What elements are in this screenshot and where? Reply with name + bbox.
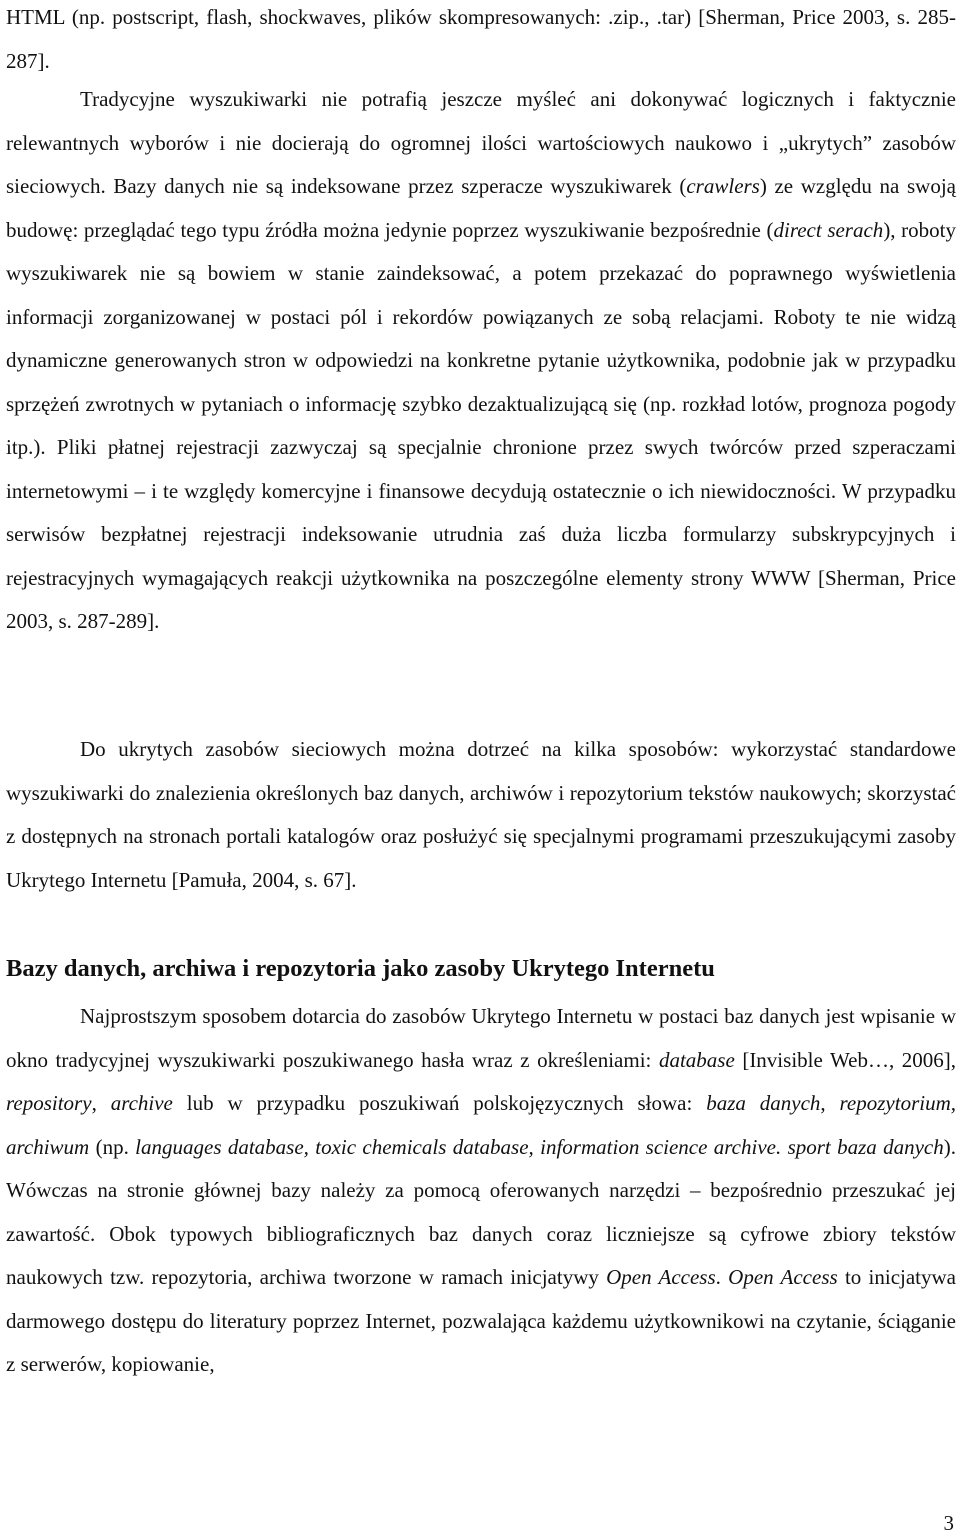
paragraph xyxy=(6,78,956,644)
page-number: 3 xyxy=(943,1511,954,1535)
text-run: , xyxy=(820,1091,840,1115)
paragraph xyxy=(6,728,956,902)
text-run: [Invisible Web…, 2006], xyxy=(734,1047,956,1072)
italic-text: baza danych xyxy=(706,1091,821,1115)
italic-text: crawlers xyxy=(686,174,760,198)
text-run: to inicjatywa darmowego dostępu do literatury poprzez Internet, pozwalająca każdemu użytkownikowi na czytanie, ściąganie z serwerów, kopiowanie, xyxy=(6,1265,957,1376)
text-run: Tradycyjne wyszukiwarki nie potrafią jeszcze myśleć ani dokonywać logicznych i faktycznie relewantnych wyborów i nie docierają do ogromnej ilości wartościowych naukowo i „ukrytych” zasobów sieciowych. Bazy danych nie są indeksowane przez szperacze wyszukiwarek ( xyxy=(6,87,956,198)
text-run: Najprostszym sposobem dotarcia do zasobów Ukrytego Internetu w postaci baz danych jest wpisanie w okno tradycyjnej wyszukiwarki poszukiwanego hasła wraz z określeniami: xyxy=(6,1004,956,1072)
text-run: , xyxy=(91,1091,111,1115)
text-run: HTML (np. postscript, flash, shockwaves, plików skompresowanych: .zip., .tar) [Sherman, Price 2003, s. 285-287]. xyxy=(6,5,956,73)
text-run: . xyxy=(715,1265,729,1289)
text-run: ). Wówczas na stronie głównej bazy należy za pomocą oferowanych narzędzi – bezpośrednio przeszukać jej zawartość. Obok typowych bibliograficznych baz danych coraz liczniejsze są cyfrowe zbiory tekstów naukowych tzw. repozytoria, archiwa tworzone w ramach inicjatywy xyxy=(6,1134,956,1289)
text-run: ), roboty wyszukiwarek nie są bowiem w stanie zaindeksować, a potem przekazać do poprawnego wyświetlenia informacji zorganizowanej w postaci pól i rekordów powiązanych ze sobą relacjami. Roboty te nie widzą dynamiczne generowanych stron w odpowiedzi na konkretne pytanie użytkownika, podobnie jak w przypadku sprzężeń zwrotnych w pytaniach o informację szybko dezaktualizującą się (np. rozkład lotów, prognoza pogody itp.). Pliki płatnej rejestracji zazwyczaj są specjalnie chronione przez swych twórców przed szperaczami internetowymi – i te względy komercyjne i finansowe decydują ostatecznie o ich niewidoczności. W przypadku serwisów bezpłatnej rejestracji indeksowanie utrudnia zaś duża liczba formularzy subskrypcyjnych i rejestracyjnych wymagających reakcji użytkownika na poszczególne elementy strony WWW [Sherman, Price 2003, s. 287-289]. xyxy=(6,217,956,633)
italic-text: archive xyxy=(110,1091,173,1115)
italic-text: languages database, toxic chemicals database, information science archive. sport baza danych xyxy=(135,1134,944,1159)
text-run: Do ukrytych zasobów sieciowych można dotrzeć na kilka sposobów: wykorzystać standardowe wyszukiwarki do znalezienia określonych baz danych, archiwów i repozytorium tekstów naukowych; skorzystać z dostępnych na stronach portali katalogów oraz posłużyć się specjalnymi programami przeszukującymi zasoby Ukrytego Internetu [Pamuła, 2004, s. 67]. xyxy=(6,737,956,892)
paragraph xyxy=(6,0,956,83)
italic-text: Open Access xyxy=(606,1265,716,1289)
italic-text: repozytorium, archiwum xyxy=(6,1091,956,1159)
text-run: lub w przypadku poszukiwań polskojęzycznych słowa: xyxy=(172,1091,707,1115)
paragraph xyxy=(6,995,956,1387)
italic-text: direct serach xyxy=(773,217,884,242)
italic-text: database xyxy=(658,1047,735,1072)
italic-text: repository xyxy=(6,1091,92,1115)
text-run: ) ze względu na swoją budowę: przeglądać tego typu źródła można jedynie poprzez wyszukiwanie bezpośrednie ( xyxy=(6,174,956,242)
section-heading: Bazy danych, archiwa i repozytoria jako zasoby Ukrytego Internetu xyxy=(6,955,715,982)
text-run: (np. xyxy=(89,1134,136,1159)
italic-text: Open Access xyxy=(728,1265,838,1289)
